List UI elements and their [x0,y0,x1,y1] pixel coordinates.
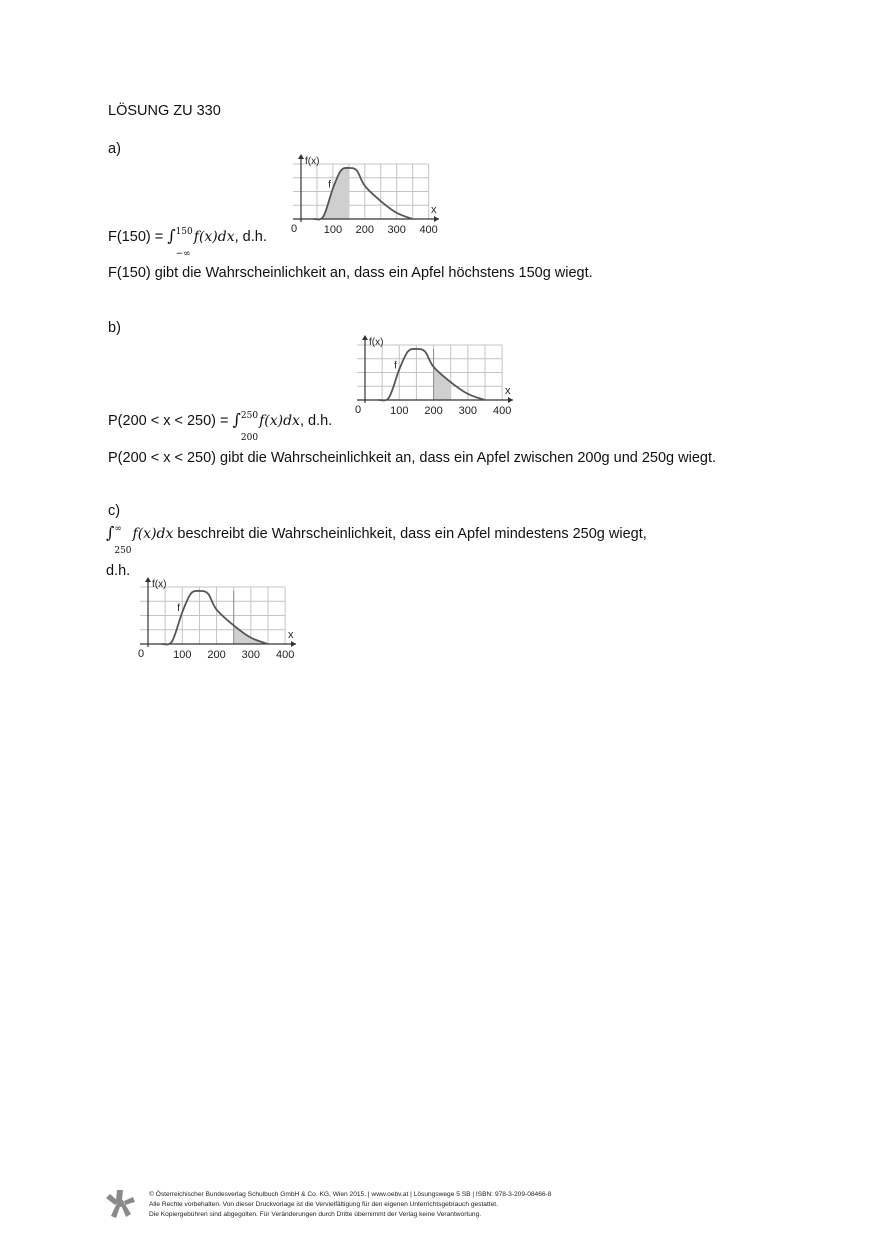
x-tick-label: 200 [424,405,443,417]
part-c-dh: d.h. [106,563,131,579]
part-b-statement: P(200 < x < 250) gibt die Wahrscheinlichkeit an, dass ein Apfel zwischen 200g und 250g wiegt. [108,450,717,466]
integral-sign: ∫ [167,226,176,245]
y-axis-label: f(x) [305,156,320,167]
footer [149,1190,551,1220]
part-b-label: b) [108,320,121,336]
x-axis-arrow-icon [434,216,439,222]
integral-sign: ∫ [232,410,241,429]
graph-c-svg [128,575,298,665]
part-b-formula [108,410,333,443]
graph-c [128,575,298,670]
x-tick-label: 100 [323,224,343,236]
y-axis-arrow-icon [362,335,368,340]
x-tick-label: 300 [387,224,406,236]
part-a-int-lower: −∞ [175,249,191,259]
origin-label: 0 [355,404,362,416]
x-tick-label: 300 [241,649,261,661]
x-tick-label: 100 [390,405,409,417]
part-b-integrand: f(x)dx [259,413,300,429]
star-logo-icon [104,1188,136,1220]
x-tick-label: 200 [207,649,226,661]
x-tick-label: 100 [173,649,192,661]
x-axis-arrow-icon [508,397,513,403]
y-axis-label: f(x) [369,337,384,348]
part-c-integrand: f(x)dx [132,526,174,542]
part-a-formula-lhs: F(150) = [108,229,168,245]
graph-a [281,152,441,245]
part-c-label: c) [108,503,121,519]
y-axis-arrow-icon [298,154,304,159]
shaded-area [162,591,268,645]
curve-label: f [394,360,397,372]
origin-label: 0 [291,223,298,235]
curve-label: f [177,603,180,615]
x-tick-label: 200 [355,224,374,236]
footer-line-3: Die Kopiergebühren sind abgegolten. Für Veränderungen durch Dritte übernimmt der Verlag keine Verantwortung. [149,1211,482,1218]
part-b-formula-tail: , d.h. [299,413,333,429]
part-b-formula-lhs: P(200 < x < 250) = [108,413,233,429]
graph-a-svg [281,152,441,240]
x-axis-label: x [288,629,294,641]
page-title: LÖSUNG ZU 330 [108,103,221,119]
part-b-int-upper: 250 [240,411,259,421]
shaded-area [379,349,485,401]
x-axis-label: x [505,385,511,397]
footer-line-2: Alle Rechte vorbehalten. Von dieser Druckvorlage ist die Vervielfältigung für den eigenen Unterrichtsgebrauch gestattet. [149,1201,498,1208]
part-c-statement: beschreibt die Wahrscheinlichkeit, dass ein Apfel mindestens 250g wiegt, [173,526,647,542]
density-curve [162,591,268,645]
curve-label: f [328,179,331,191]
y-axis-arrow-icon [145,577,151,582]
graph-b [345,333,515,426]
part-a-label: a) [108,141,121,157]
x-tick-label: 400 [419,224,438,236]
part-a-formula [108,226,267,259]
origin-label: 0 [138,648,145,660]
x-tick-label: 400 [492,405,512,417]
part-c-int-upper: ∞ [114,524,122,534]
publisher-logo [104,1188,136,1225]
x-tick-label: 400 [275,649,295,661]
part-a-int-upper: 150 [175,227,193,237]
integral-sign: ∫ [106,523,115,542]
x-tick-label: 300 [458,405,478,417]
footer-line-1: © Österreichischer Bundesverlag Schulbuch GmbH & Co. KG, Wien 2015. | www.oebv.at | Lösungswege 5 SB | ISBN: 978-3-209-08466-8 [149,1191,552,1198]
part-c-int-lower: 250 [114,546,132,556]
x-axis-label: x [431,204,437,216]
y-axis-label: f(x) [152,579,167,590]
part-a-integrand: f(x)dx [193,229,235,245]
density-curve [379,349,485,401]
shaded-area [314,168,413,220]
x-axis-arrow-icon [291,641,296,647]
part-c-formula [106,523,647,556]
part-a-formula-tail: , d.h. [234,229,267,245]
part-b-int-lower: 200 [240,433,259,443]
graph-b-svg [345,333,515,421]
part-a-statement: F(150) gibt die Wahrscheinlichkeit an, dass ein Apfel höchstens 150g wiegt. [108,265,593,281]
